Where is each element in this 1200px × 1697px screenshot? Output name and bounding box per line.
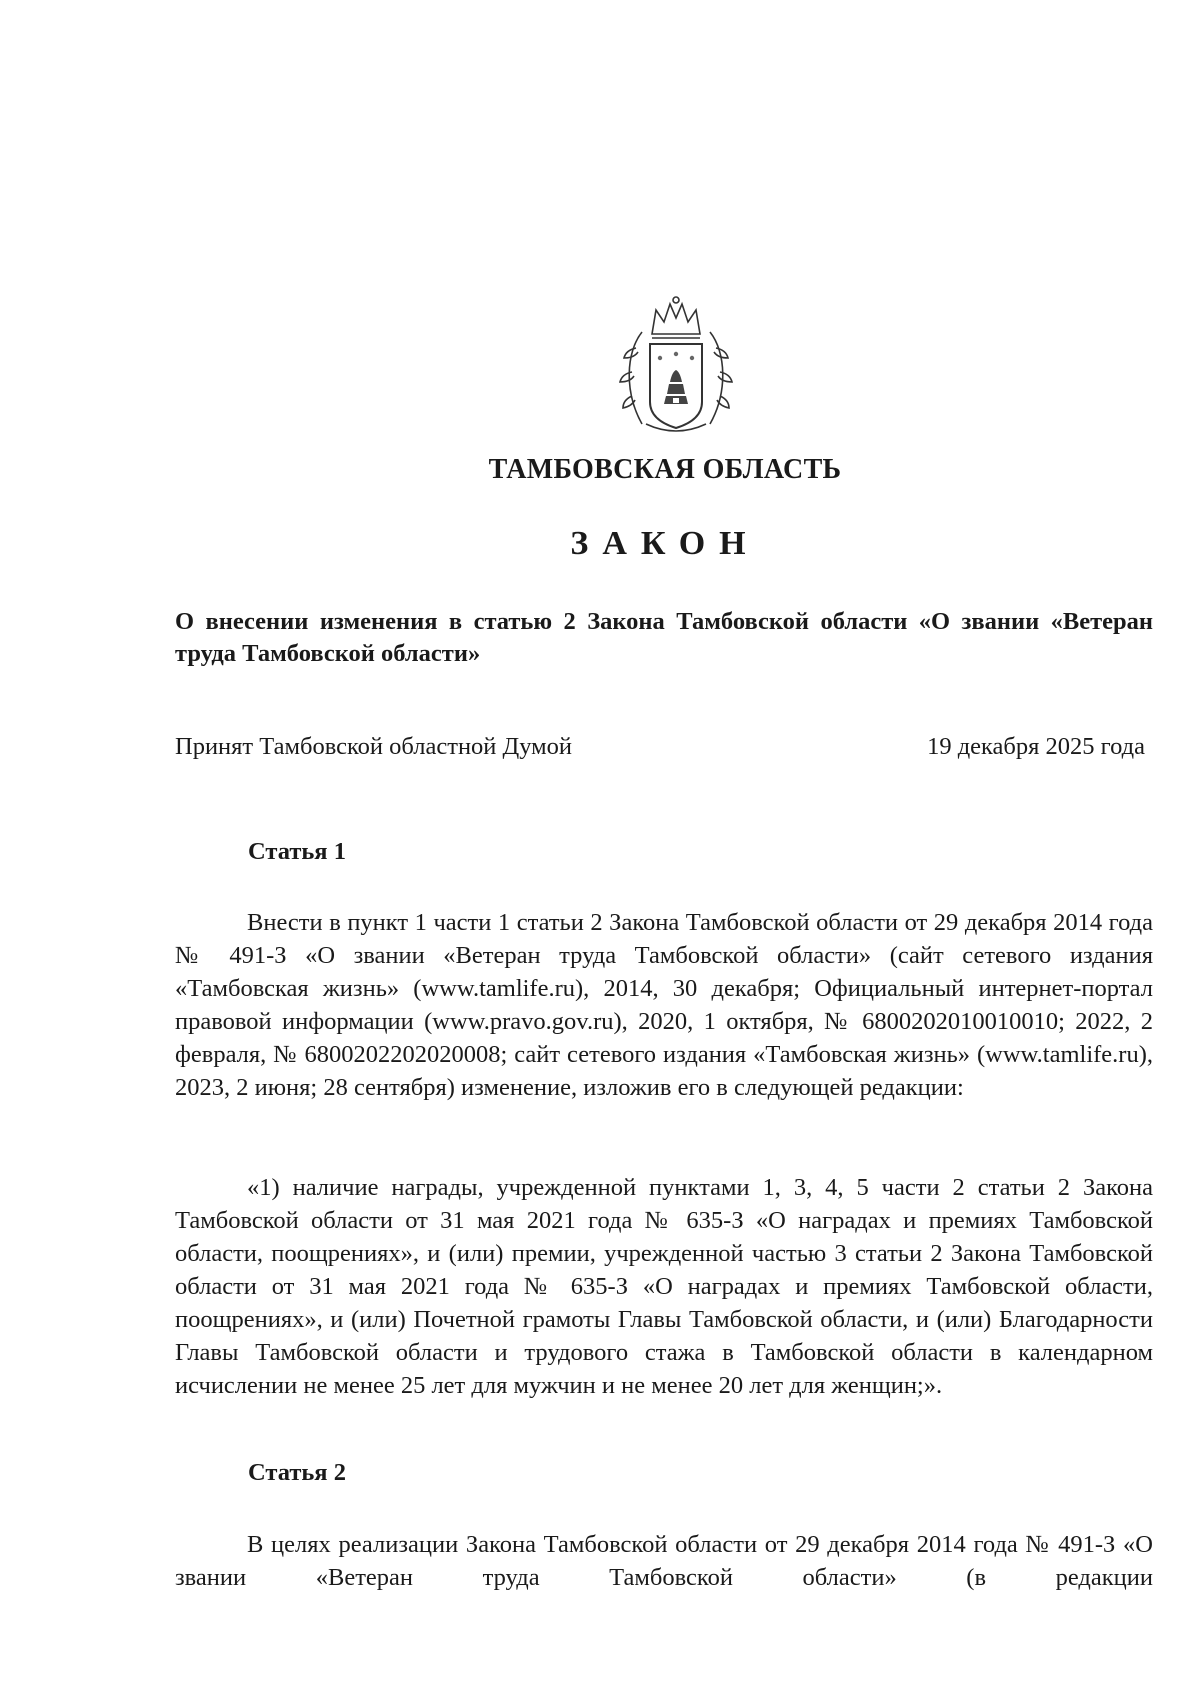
article-1-paragraph-1: Внести в пункт 1 части 1 статьи 2 Закона Тамбовской области от 29 декабря 2014 года № 491-З «О звании «Ветеран труда Тамбовской области» (сайт сетевого издания «Тамбовская жизнь» (www.tamlife.ru), 2014, 30 декабря; Официальный интернет-портал правовой информации (www.pravo.gov.ru), 2020, 1 октября, № 6800202010010010; 2022, 2 февраля, № 6800202202020008; сайт сетевого издания «Тамбовская жизнь» (www.tamlife.ru), 2023, 2 июня; 28 сентября) изменение, изложив его в следующей редакции: <box>175 909 1153 1101</box>
tambov-coat-of-arms-icon <box>612 292 740 442</box>
adoption-line <box>175 733 1145 761</box>
article-2-heading: Статья 2 <box>248 1459 346 1486</box>
article-1-paragraph-2: «1) наличие награды, учрежденной пунктами 1, 3, 4, 5 части 2 статьи 2 Закона Тамбовской области от 31 мая 2021 года № 635-З «О наградах и премиях Тамбовской области, поощрениях», и (или) премии, учрежденной частью 3 статьи 2 Закона Тамбовской области от 31 мая 2021 года № 635-З «О наградах и премиях Тамбовской области, поощрениях», и (или) Почетной грамоты Главы Тамбовской области, и (или) Благодарности Главы Тамбовской области и трудового стажа в Тамбовской области в календарном исчислении не менее 25 лет для мужчин и не менее 20 лет для женщин;». <box>175 1174 1153 1399</box>
region-name: ТАМБОВСКАЯ ОБЛАСТЬ <box>488 454 842 485</box>
article-1-heading: Статья 1 <box>248 838 346 865</box>
article-2-paragraph-1: В целях реализации Закона Тамбовской области от 29 декабря 2014 года № 491-З «О звании «Ветеран труда Тамбовской области» (в редакции <box>175 1531 1153 1591</box>
adoption-date: 19 декабря 2025 года <box>927 733 1145 760</box>
adopted-by: Принят Тамбовской областной Думой <box>175 733 573 760</box>
law-title: О внесении изменения в статью 2 Закона Тамбовской области «О звании «Ветеран труда Тамбовской области» <box>175 608 1153 667</box>
document-type: ЗАКОН <box>570 525 760 562</box>
